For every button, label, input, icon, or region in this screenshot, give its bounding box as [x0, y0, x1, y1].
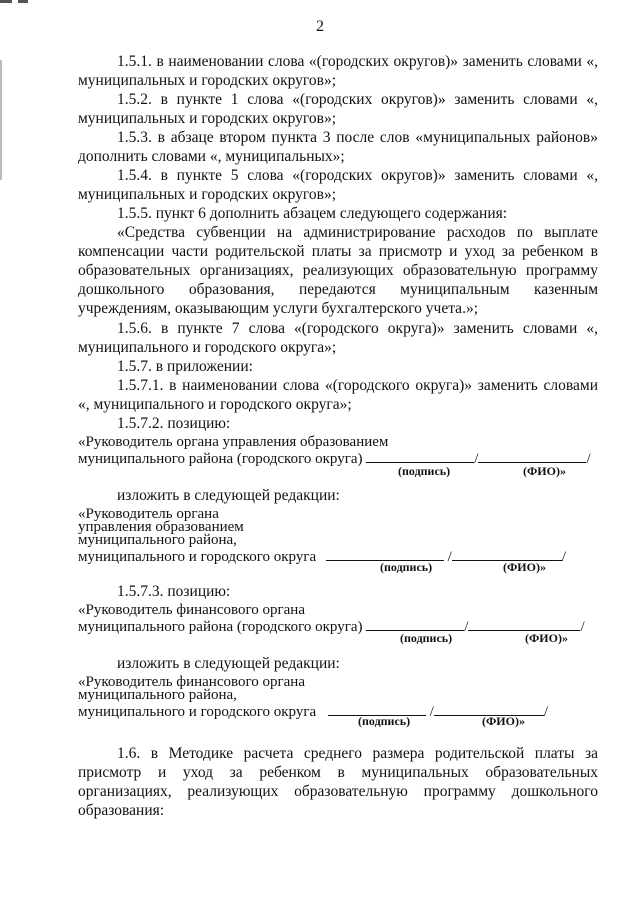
item-1-6: 1.6. в Методике расчета среднего размера родительской платы за присмотр и уход за ребенком в муниципальных образовательных организациях, реализующих образовательную программу дошкольного образования:	[78, 745, 598, 819]
signature-block-4	[78, 676, 598, 719]
quote-paragraph: «Средства субвенции на администрирование расходов по выплате компенсации части родительской платы за присмотр и уход за ребенком в образовательных организациях, реализующих образовательную программу дошкольного образования, передаются муниципальным казенным учреждениям, оказывающим услуги бухгалтерского учета.»;	[78, 224, 598, 317]
sig2-line1: «Руководитель органа	[78, 506, 219, 522]
item-1-5-6: 1.5.6. в пункте 7 слова «(городского округа)» заменить словами «, муниципального и городского округа»;	[78, 320, 598, 356]
sig4-line2: муниципального района,	[78, 687, 237, 703]
sig3-line2-row: муниципального района (городского округа) / /	[78, 619, 585, 635]
item-1-5-7-2: 1.5.7.2. позицию:	[117, 415, 231, 432]
item-1-5-7: 1.5.7. в приложении:	[117, 358, 253, 375]
page-number: 2	[316, 18, 324, 35]
fio-line	[468, 617, 580, 631]
signature-line	[366, 617, 464, 631]
item-1-5-3: 1.5.3. в абзаце втором пункта 3 после слов «муниципальных районов» дополнить словами «, муниципальных»;	[78, 129, 598, 165]
sig1-line1: «Руководитель органа управления образованием	[78, 434, 389, 450]
sig3-caption-sign: (подпись)	[400, 631, 453, 645]
sig4-caption-fio: (ФИО)»	[482, 714, 525, 728]
sig4-caption-sign: (подпись)	[358, 714, 411, 728]
redaction-1: изложить в следующей редакции:	[117, 487, 340, 504]
sig4-line1: «Руководитель финансового органа	[78, 674, 305, 690]
signature-block-1	[78, 436, 598, 466]
signature-line	[326, 547, 444, 561]
item-1-5-7-1: 1.5.7.1. в наименовании слова «(городского округа)» заменить словами «, муниципального и городского округа»;	[78, 377, 598, 413]
sig2-line3: муниципального района,	[78, 532, 237, 548]
sig2-caption-fio: (ФИО)»	[503, 560, 546, 574]
item-1-5-2: 1.5.2. в пункте 1 слова «(городских округов)» заменить словами «, муниципальных и городских округов»;	[78, 91, 598, 127]
sig2-caption-sign: (подпись)	[380, 560, 433, 574]
sig3-line2: муниципального района (городского округа)	[78, 619, 363, 635]
signature-block-3	[78, 604, 598, 634]
redaction-2: изложить в следующей редакции:	[117, 655, 340, 672]
item-1-5-5: 1.5.5. пункт 6 дополнить абзацем следующего содержания:	[117, 205, 508, 222]
signature-line	[366, 449, 474, 463]
scan-mark	[0, 60, 2, 180]
scan-mark	[0, 0, 12, 3]
item-1-5-7-3: 1.5.7.3. позицию:	[117, 583, 231, 600]
sig2-line4-row: муниципального и городского округа / /	[78, 549, 567, 565]
sig1-line2: муниципального района (городского округа)	[78, 451, 363, 467]
sig1-line2-row: муниципального района (городского округа) / /	[78, 451, 591, 467]
fio-line	[478, 449, 586, 463]
sig4-line3-row: муниципального и городского округа / /	[78, 704, 549, 720]
item-1-5-4: 1.5.4. в пункте 5 слова «(городских округов)» заменить словами «, муниципальных и городских округов»;	[78, 167, 598, 203]
sig2-line4: муниципального и городского округа	[78, 549, 317, 565]
sig2-line2: управления образованием	[78, 519, 244, 535]
sig1-caption-fio: (ФИО)»	[523, 464, 566, 478]
fio-line	[452, 547, 562, 561]
signature-block-2	[78, 508, 598, 564]
sig3-caption-fio: (ФИО)»	[525, 631, 568, 645]
sig1-caption-sign: (подпись)	[398, 464, 451, 478]
sig4-line3: муниципального и городского округа	[78, 704, 317, 720]
item-1-5-1: 1.5.1. в наименовании слова «(городских округов)» заменить словами «, муниципальных и городских округов»;	[78, 53, 598, 89]
sig3-line1: «Руководитель финансового органа	[78, 602, 305, 618]
scan-mark	[18, 0, 28, 3]
